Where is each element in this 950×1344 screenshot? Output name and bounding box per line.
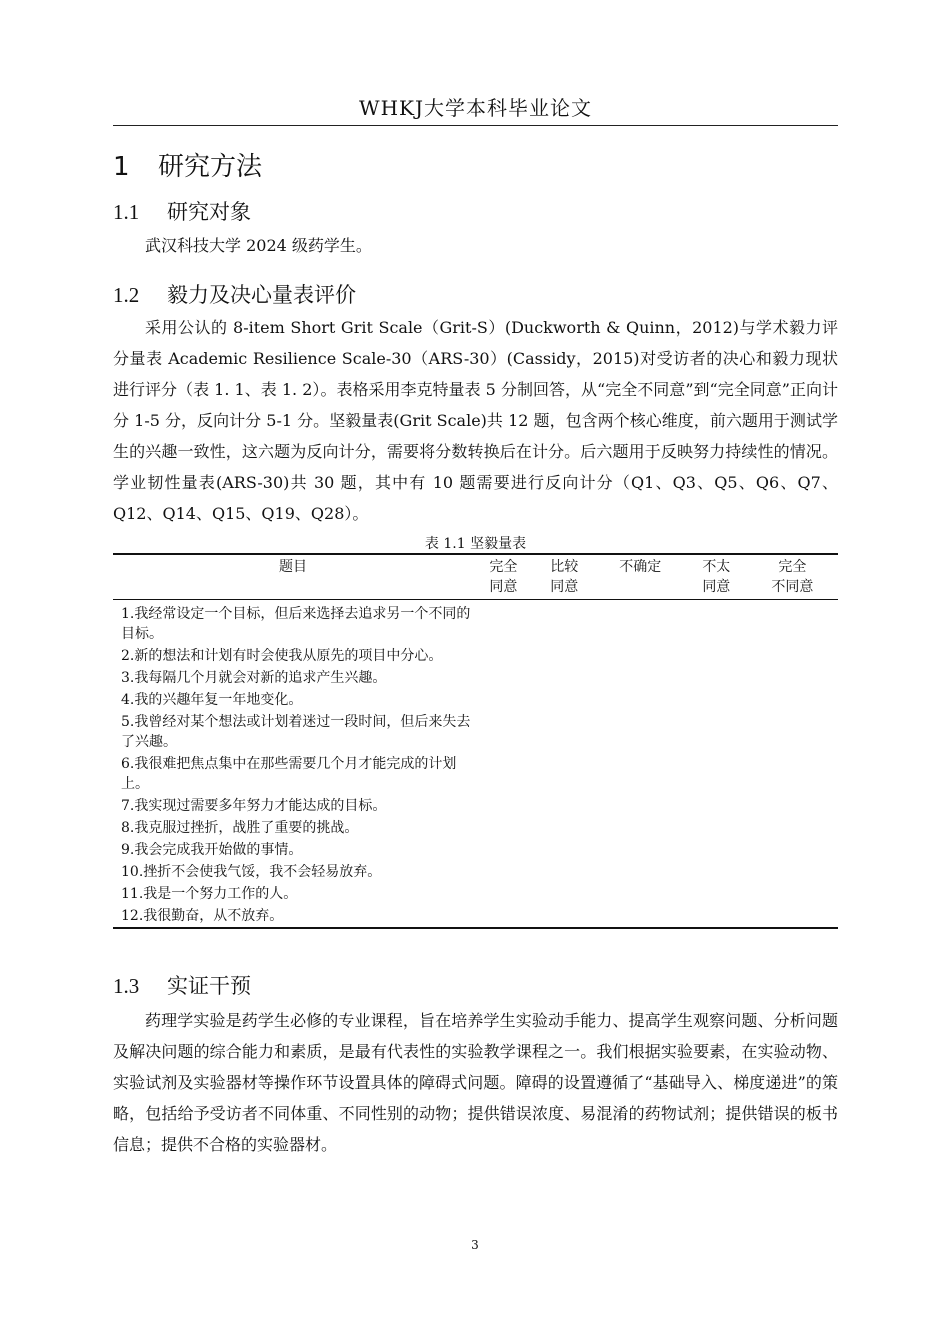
paragraph: 武汉科技大学 2024 级药学生。 — [145, 236, 372, 255]
section-1-1-heading — [113, 196, 251, 226]
col-header-neutral: 不确定 — [619, 559, 662, 575]
table-row — [113, 689, 838, 711]
section-number: 1.3 — [113, 974, 140, 998]
item-text: 4.我的兴趣年复一年地变化。 — [121, 692, 303, 708]
col-header-disagree: 不太 同意 — [702, 559, 731, 595]
section-number: 1.1 — [113, 200, 140, 224]
item-text: 6.我很难把焦点集中在那些需要几个月才能完成的计划上。 — [121, 756, 457, 792]
section-1-2-body — [113, 312, 838, 529]
table-row — [113, 883, 838, 905]
paragraph: 采用公认的 8-item Short Grit Scale（Grit-S）(Duckworth & Quinn，2012)与学术毅力评分量表 Academic Resilience Scale-30（ARS-30）(Cassidy，2015)对受访者的决心和毅力现状进行评分（表 1. 1、表 1. 2）。表格采用李克特量表 5 分制回答，从“完全不同意”到“完全同意”正向计分 1-5 分，反向计分 5-1 分。坚毅量表(Grit Scale)共 12 题，包含两个核心维度，前六题用于测试学生的兴趣一致性，这六题为反向计分，需要将分数转换后在计分。后六题用于反映努力持续性的情况。学业韧性量表(ARS-30)共 30 题，其中有 10 题需要进行反向计分（Q1、Q3、Q5、Q6、Q7、Q12、Q14、Q15、Q19、Q28）。 — [113, 318, 838, 523]
section-title: 研究对象 — [167, 200, 251, 224]
table-row — [113, 795, 838, 817]
section-1-1-body — [113, 230, 838, 261]
table-row — [113, 645, 838, 667]
section-number: 1.2 — [113, 283, 140, 307]
table-header-row — [113, 554, 838, 600]
grit-scale-table — [113, 553, 838, 929]
section-number: 1 — [113, 152, 130, 182]
page-number: 3 — [471, 1238, 479, 1252]
col-header-item: 题目 — [279, 559, 307, 575]
running-header: WHKJ大学本科毕业论文 — [359, 96, 592, 120]
table-row — [113, 667, 838, 689]
item-text: 8.我克服过挫折，战胜了重要的挑战。 — [121, 820, 359, 836]
item-text: 5.我曾经对某个想法或计划着迷过一段时间，但后来失去了兴趣。 — [121, 714, 471, 750]
item-text: 12.我很勤奋，从不放弃。 — [113, 905, 473, 928]
col-header-strongly-agree: 完全 同意 — [489, 559, 518, 595]
item-text: 10.挫折不会使我气馁，我不会轻易放弃。 — [121, 864, 382, 880]
table-row — [113, 861, 838, 883]
section-title: 毅力及决心量表评价 — [167, 283, 356, 307]
col-header-strongly-disagree: 完全 不同意 — [771, 559, 814, 595]
paragraph: 药理学实验是药学生必修的专业课程，旨在培养学生实验动手能力、提高学生观察问题、分析问题及解决问题的综合能力和素质，是最有代表性的实验教学课程之一。我们根据实验要素，在实验动物、实验试剂及实验器材等操作环节设置具体的障碍式问题。障碍的设置遵循了“基础导入、梯度递进”的策略，包括给予受访者不同体重、不同性别的动物；提供错误浓度、易混淆的药物试剂；提供错误的板书信息；提供不合格的实验器材。 — [113, 1011, 838, 1154]
item-text: 1.我经常设定一个目标，但后来选择去追求另一个不同的目标。 — [121, 606, 471, 642]
section-1-2-heading — [113, 279, 356, 309]
section-1-3-body — [113, 1005, 838, 1160]
section-title: 研究方法 — [158, 152, 263, 182]
item-text: 11.我是一个努力工作的人。 — [121, 886, 298, 902]
table-row — [113, 839, 838, 861]
table-caption: 表 1.1 坚毅量表 — [424, 536, 527, 552]
table-row — [113, 905, 838, 928]
table-row — [113, 711, 838, 753]
item-text: 9.我会完成我开始做的事情。 — [121, 842, 303, 858]
table-row — [113, 753, 838, 795]
section-title: 实证干预 — [167, 974, 251, 998]
item-text: 2.新的想法和计划有时会使我从原先的项目中分心。 — [121, 648, 443, 664]
item-text: 3.我每隔几个月就会对新的追求产生兴趣。 — [121, 670, 387, 686]
table-row — [113, 600, 838, 646]
section-1-heading — [113, 146, 262, 183]
section-1-3-heading — [113, 970, 251, 1000]
item-text: 7.我实现过需要多年努力才能达成的目标。 — [121, 798, 387, 814]
table-row — [113, 817, 838, 839]
col-header-agree: 比较 同意 — [550, 559, 579, 595]
header-rule — [113, 125, 838, 126]
